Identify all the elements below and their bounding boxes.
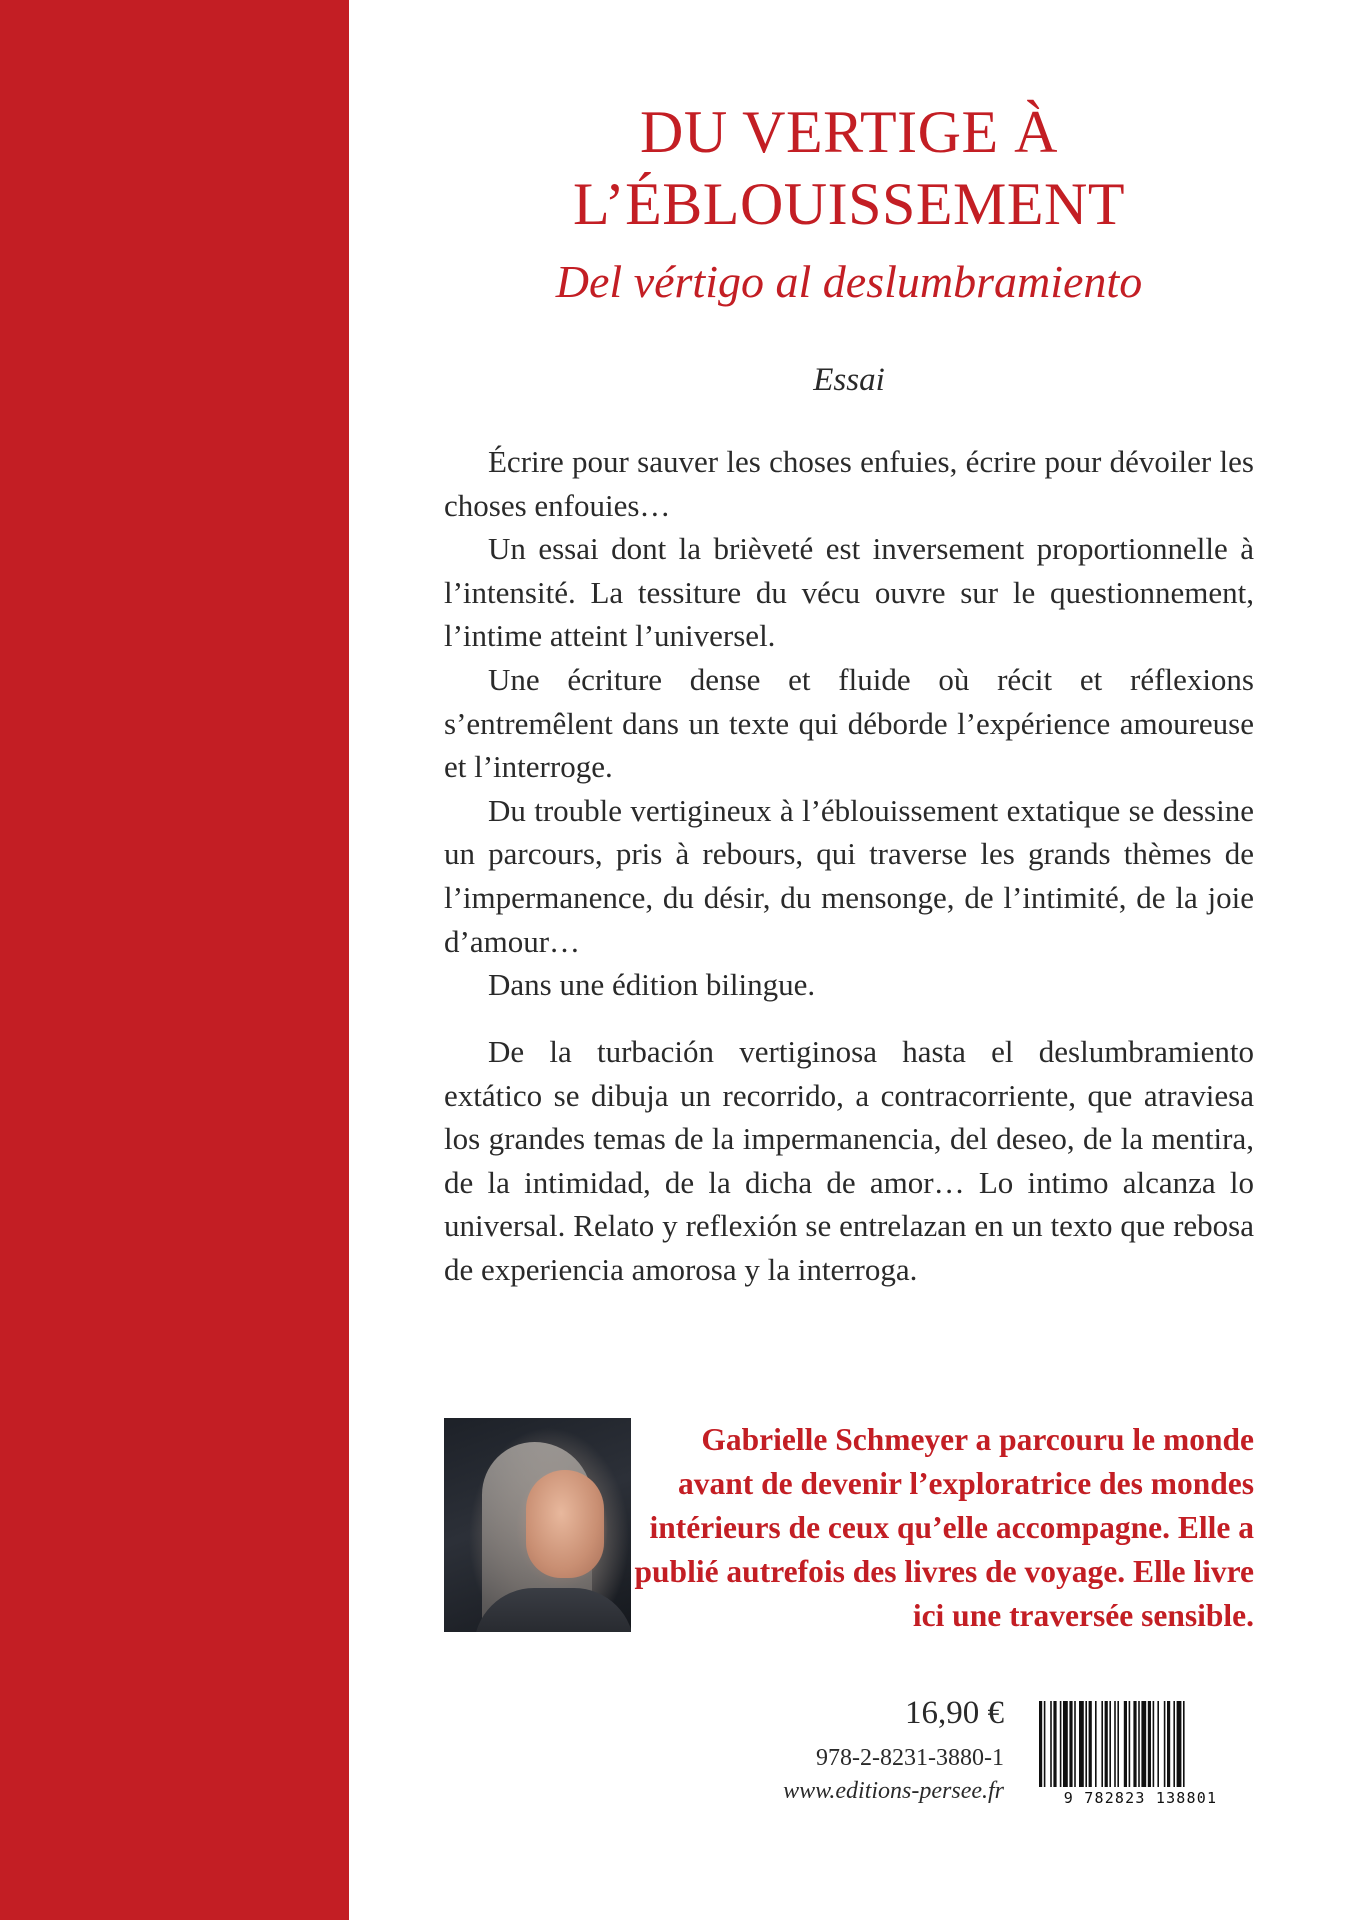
price: 16,90 € (905, 1695, 1004, 1731)
barcode-bar (1109, 1701, 1111, 1787)
barcode-bar (1079, 1701, 1084, 1787)
blurb-paragraph: Du trouble vertigineux à l’éblouissement extatique se dessine un parcours, pris à rebours, qui traverse les grands thèmes de l’impermanence, du désir, du mensonge, de l’intimité, de la joie d’amour… (444, 792, 1254, 959)
book-title-line-2: L’ÉBLOUISSEMENT (573, 171, 1125, 237)
blurb-paragraph: Une écriture dense et fluide où récit et réflexions s’entremêlent dans un texte qui déborde l’expérience amoureuse et l’interroge. (444, 661, 1254, 785)
barcode-bar (1129, 1701, 1131, 1787)
barcode-bar (1124, 1701, 1127, 1787)
barcode-bar (1141, 1701, 1146, 1787)
barcode-bar (1138, 1701, 1140, 1787)
barcode-bar (1177, 1701, 1182, 1787)
barcode-bar (1117, 1701, 1119, 1787)
blurb-paragraph: Écrire pour sauver les choses enfuies, écrire pour dévoiler les choses enfouies… (444, 444, 1254, 523)
barcode-bar (1044, 1701, 1046, 1787)
blurb-french (444, 440, 1254, 1007)
barcode-bar (1173, 1701, 1175, 1787)
barcode-digits: 9 782823 138801 (1063, 1789, 1218, 1807)
barcode-bar (1101, 1701, 1103, 1787)
blurb-paragraph-spanish: De la turbación vertiginosa hasta el deslumbramiento extático se dibuja un recorrido, a contracorriente, que atraviesa los grandes temas de la impermanencia, del deseo, de la mentira, de la intimidad, de la dicha de amor… Lo intimo alcanza lo universal. Relato y reflexión se entrelazan en un texto que rebosa de experiencia amorosa y la interroga. (444, 1034, 1254, 1287)
barcode-bar (1069, 1701, 1072, 1787)
red-spine-band (0, 0, 349, 1920)
author-photo (444, 1418, 631, 1632)
barcode-bar (1063, 1701, 1068, 1787)
blurb-paragraph: Dans une édition bilingue. (488, 967, 816, 1003)
barcode-bar (1157, 1701, 1159, 1787)
isbn: 978-2-8231-3880-1 (816, 1745, 1004, 1771)
barcode-bar (1089, 1701, 1092, 1787)
author-bio: Gabrielle Schmeyer a parcouru le monde avant de devenir l’exploratrice des mondes intérieurs de ceux qu’elle accompagne. Elle a publié autrefois des livres de voyage. Elle livre ici une traversée sensible. (634, 1422, 1254, 1633)
barcode-bar (1050, 1701, 1052, 1787)
barcode-bar (1105, 1701, 1108, 1787)
barcode-bar (1183, 1701, 1185, 1787)
blurb-spanish (444, 1030, 1254, 1292)
barcode-bar (1060, 1701, 1062, 1787)
barcode (1027, 1701, 1254, 1809)
barcode-bar (1039, 1701, 1042, 1787)
blurb-paragraph: Un essai dont la brièveté est inversement proportionnelle à l’intensité. La tessiture du vécu ouvre sur le questionnement, l’intime atteint l’universel. (444, 531, 1254, 654)
barcode-bar (1085, 1701, 1087, 1787)
back-cover-content (444, 0, 1254, 1920)
barcode-bar (1114, 1701, 1116, 1787)
barcode-bar (1074, 1701, 1076, 1787)
barcode-bar (1148, 1701, 1151, 1787)
genre-label: Essai (813, 362, 885, 398)
book-title (444, 96, 1254, 240)
publisher-website: www.editions-persee.fr (783, 1778, 1004, 1804)
barcode-bar (1153, 1701, 1155, 1787)
book-title-line-1: DU VERTIGE À (640, 99, 1058, 165)
barcode-bars (1027, 1701, 1254, 1789)
barcode-bar (1095, 1701, 1097, 1787)
book-subtitle: Del vértigo al deslumbramiento (555, 256, 1143, 307)
barcode-bar (1167, 1701, 1170, 1787)
barcode-bar (1133, 1701, 1136, 1787)
barcode-bar (1053, 1701, 1056, 1787)
barcode-bar (1164, 1701, 1166, 1787)
